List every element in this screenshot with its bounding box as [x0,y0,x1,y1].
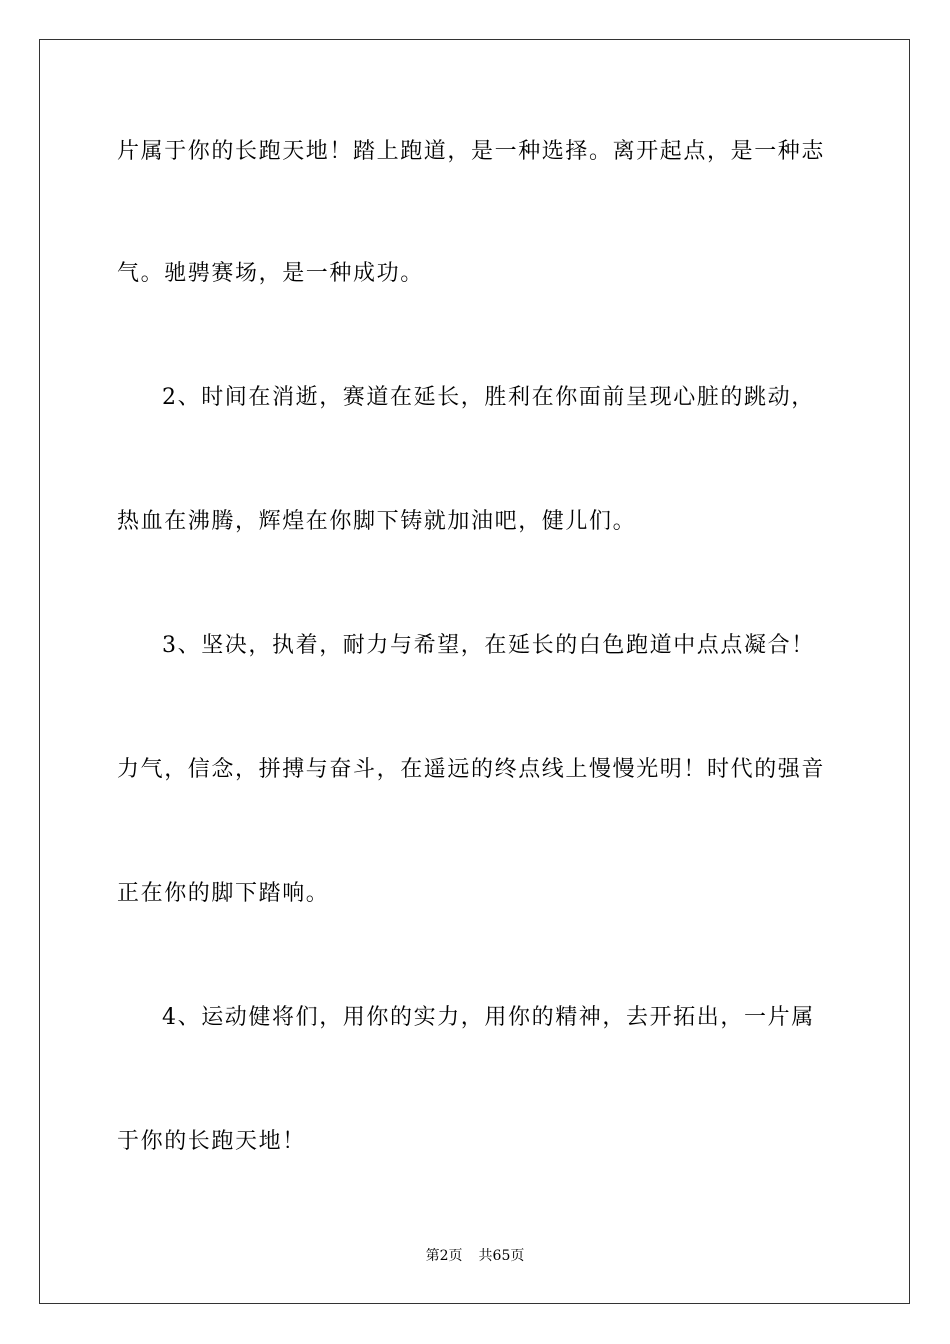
text-line: 于你的长跑天地！ [117,1129,306,1154]
paragraph-start-line: 2、时间在消逝，赛道在延长，胜利在你面前呈现心脏的跳动， [162,385,815,410]
text-line: 气。驰骋赛场，是一种成功。 [117,261,424,286]
text-line: 正在你的脚下踏响。 [117,881,330,906]
page-border [39,39,910,1304]
page-total: 共65页 [478,1248,525,1264]
paragraph-start-line: 4、运动健将们，用你的实力，用你的精神，去开拓出，一片属 [162,1005,815,1030]
page-number: 第2页 [425,1248,463,1264]
text-line: 热血在沸腾，辉煌在你脚下铸就加油吧，健儿们。 [117,509,637,534]
text-line: 片属于你的长跑天地！踏上跑道，是一种选择。离开起点，是一种志 [117,139,826,164]
text-line: 力气，信念，拼搏与奋斗，在遥远的终点线上慢慢光明！时代的强音 [117,757,826,782]
paragraph-start-line: 3、坚决，执着，耐力与希望，在延长的白色跑道中点点凝合！ [162,633,815,658]
page-footer [0,1246,950,1266]
